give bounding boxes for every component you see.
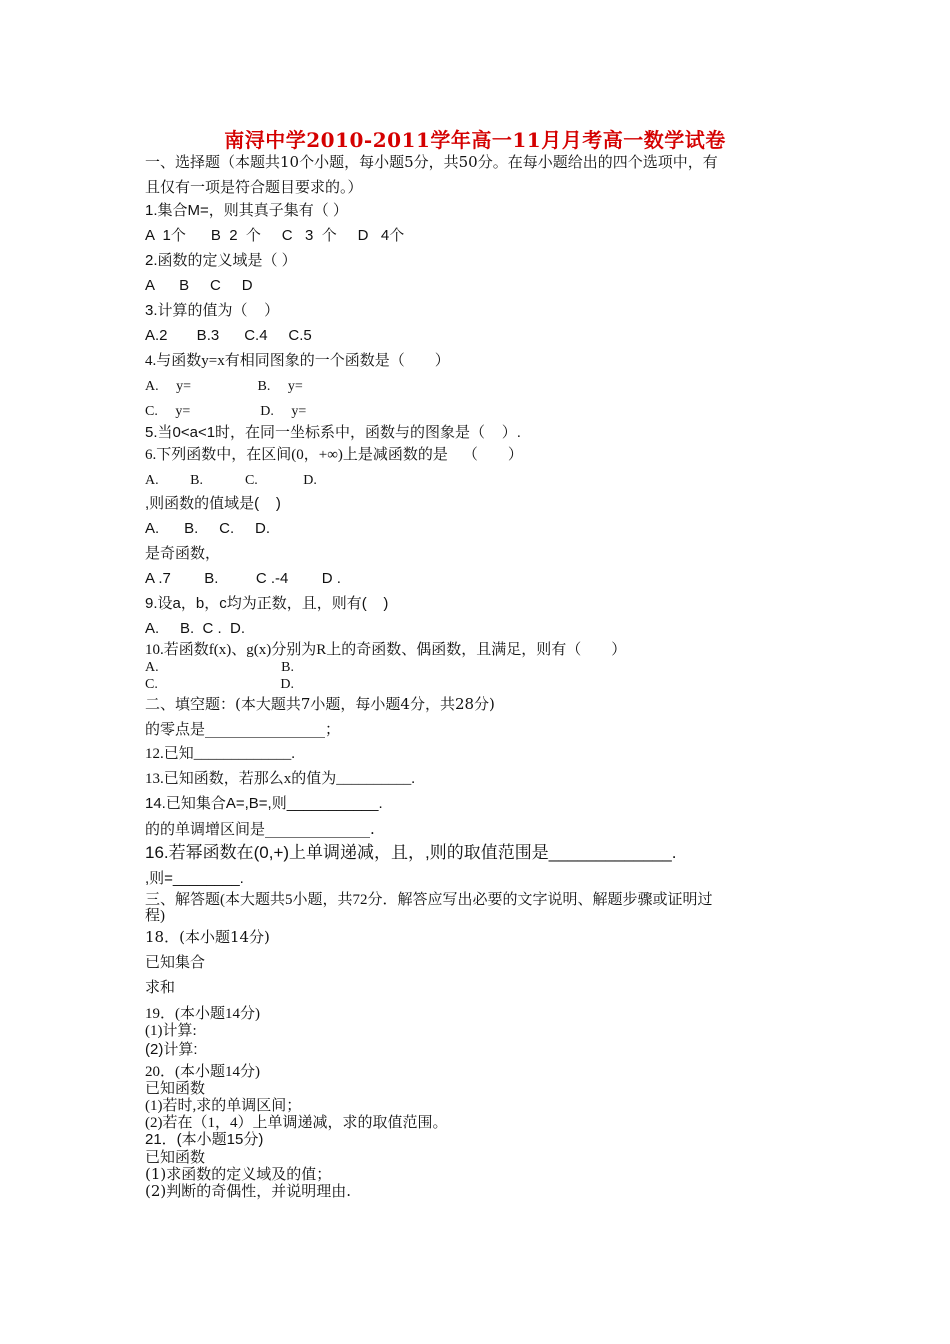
section-3-heading: 三、解答题(本大题共5小题，共72分．解答应写出必要的文字说明、解题步骤或证明过: [145, 892, 713, 908]
question-8-options: A .7 B. C .-4 D .: [145, 570, 341, 587]
question-12: 12.已知_____________.: [145, 746, 296, 762]
question-18-line-2: 求和: [145, 978, 176, 996]
question-4: 4.与函数y=x有相同图象的一个函数是（ ）: [145, 353, 450, 369]
section-1-heading: 一、选择题（本题共10个小题，每小题5分，共50分。在每小题给出的四个选项中，有: [145, 153, 718, 171]
question-6: 6.下列函数中，在区间(0，+∞)上是减函数的是 （ ）: [145, 447, 523, 463]
question-11: 的零点是________________；: [145, 720, 341, 738]
question-20-line-1: 已知函数: [145, 1081, 206, 1097]
exam-title: 南浔中学2010-2011学年高一11月月考高一数学试卷: [224, 128, 726, 152]
question-19-part-2: (2)计算:: [145, 1041, 198, 1058]
question-20-part-1: (1)若时,求的单调区间；: [145, 1098, 302, 1114]
question-7: ,则函数的值域是( ): [145, 495, 281, 512]
question-3-options: A.2 B.3 C.4 C.5: [145, 327, 312, 344]
question-20-heading: 20．(本小题14分): [145, 1064, 260, 1080]
question-4-options-cd: C. y= D. y=: [145, 404, 307, 419]
question-9-options: A. B. C . D.: [145, 620, 246, 637]
section-3-heading-cont: 程): [145, 908, 165, 924]
question-13: 13.已知函数，若那么x的值为__________.: [145, 771, 416, 787]
question-10-options-ab: A. B.: [145, 660, 294, 675]
question-9: 9.设a，b，c均为正数，且，则有( ): [145, 595, 389, 612]
question-2: 2.函数的定义域是（ ）: [145, 252, 297, 269]
section-2-heading: 二、填空题：(本大题共7小题，每小题4分，共28分): [145, 695, 495, 713]
question-15: 的的单调增区间是______________.: [145, 820, 375, 838]
question-2-options: A B C D: [145, 277, 253, 294]
question-10: 10.若函数f(x)、g(x)分别为R上的奇函数、偶函数，且满足，则有（ ）: [145, 642, 627, 658]
question-19-part-1: (1)计算:: [145, 1023, 197, 1039]
question-5: 5.当0<a<1时，在同一坐标系中，函数与的图象是（ ）.: [145, 424, 521, 441]
question-7-options: A. B. C. D.: [145, 520, 271, 537]
question-20-part-2: (2)若在（1，4）上单调递减，求的取值范围。: [145, 1115, 448, 1131]
question-21-line-1: 已知函数: [145, 1148, 206, 1166]
question-21-part-1: (1)求函数的定义域及的值；: [145, 1165, 332, 1183]
question-21-heading: 21．(本小题15分): [145, 1131, 264, 1148]
section-1-heading-cont: 且仅有一项是符合题目要求的。）: [145, 178, 363, 196]
question-6-options: A. B. C. D.: [145, 473, 317, 488]
question-3: 3.计算的值为（ ）: [145, 302, 280, 319]
question-4-options-ab: A. y= B. y=: [145, 379, 303, 394]
question-1: 1.集合M=，则其真子集有（ ）: [145, 202, 348, 219]
question-21-part-2: (2)判断的奇偶性，并说明理由.: [145, 1182, 352, 1200]
question-17: ,则=________.: [145, 870, 244, 887]
question-8: 是奇函数，: [145, 545, 221, 562]
question-16: 16.若幂函数在(0,+)上单调递减，且，,则的取值范围是_____________.: [145, 843, 677, 862]
question-19-heading: 19．(本小题14分): [145, 1006, 260, 1022]
question-14: 14.已知集合A=,B=,则___________.: [145, 795, 383, 812]
question-18-heading: 18．(本小题14分): [145, 928, 270, 946]
question-10-options-cd: C. D.: [145, 677, 294, 692]
question-1-options: A 1个 B 2 个 C 3 个 D 4个: [145, 227, 405, 244]
question-18-line-1: 已知集合: [145, 953, 206, 971]
